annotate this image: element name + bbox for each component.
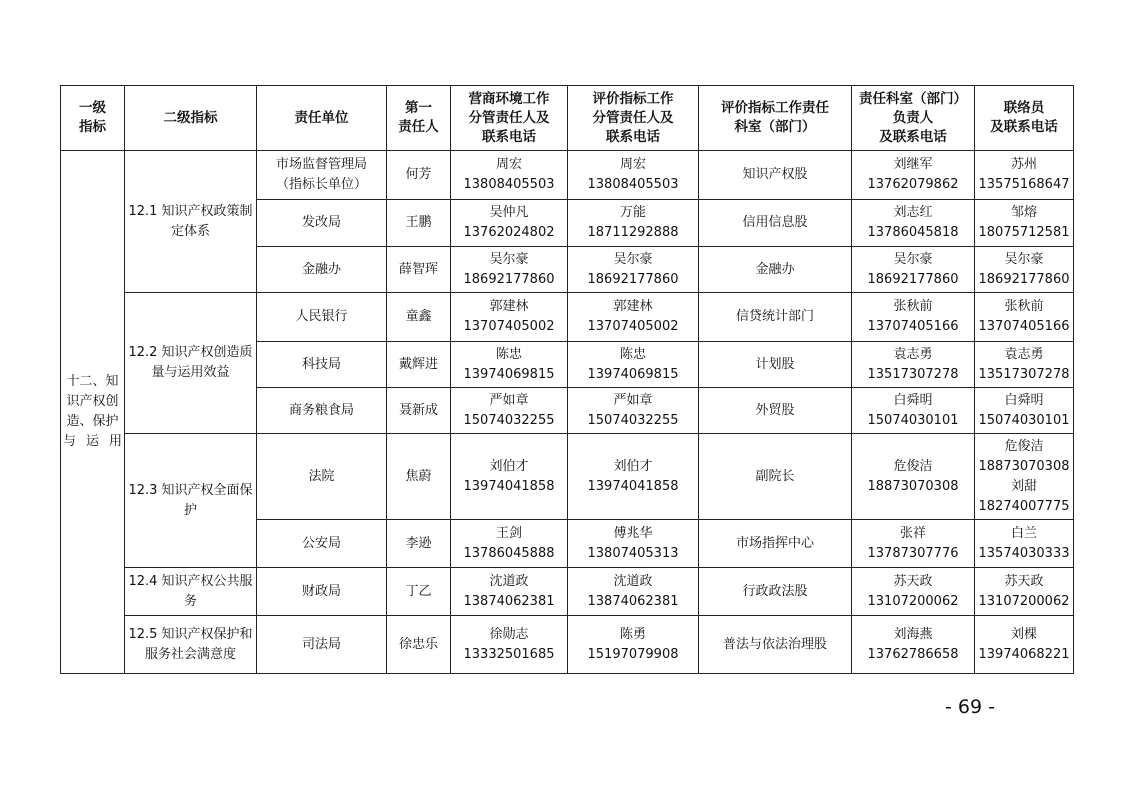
cell-eval: 陈勇 15197079908 [568,616,699,674]
cell-liaison: 刘棵 13974068221 [975,616,1074,674]
cell-leader: 徐忠乐 [387,616,451,674]
cell-liaison: 张秋前 13707405166 [975,293,1074,342]
table-row [61,293,1074,342]
cell-dept: 副院长 [699,434,852,520]
cell-unit: 金融办 [257,247,387,293]
cell-eval: 严如章 15074032255 [568,388,699,434]
level2-indicator: 12.4 知识产权公共服务 [125,568,257,616]
cell-liaison: 白舜明 15074030101 [975,388,1074,434]
cell-env: 沈道政 13874062381 [451,568,568,616]
cell-leader: 丁乙 [387,568,451,616]
cell-dept: 市场指挥中心 [699,520,852,568]
cell-leader: 聂新成 [387,388,451,434]
table-row [61,568,1074,616]
cell-dept: 普法与依法治理股 [699,616,852,674]
level2-indicator: 12.1 知识产权政策制定体系 [125,151,257,293]
header-level2: 二级指标 [125,86,257,151]
cell-unit: 司法局 [257,616,387,674]
cell-unit: 科技局 [257,342,387,388]
level2-indicator: 12.3 知识产权全面保护 [125,434,257,568]
cell-unit: 财政局 [257,568,387,616]
cell-unit: 市场监督管理局 （指标长单位） [257,151,387,200]
cell-dept: 计划股 [699,342,852,388]
cell-env: 陈忠 13974069815 [451,342,568,388]
cell-leader: 童鑫 [387,293,451,342]
header-eval: 评价指标工作 分管责任人及 联系电话 [568,86,699,151]
cell-head: 张秋前 13707405166 [852,293,975,342]
cell-unit: 商务粮食局 [257,388,387,434]
cell-env: 王剑 13786045888 [451,520,568,568]
cell-liaison: 苏天政 13107200062 [975,568,1074,616]
cell-env: 徐勋志 13332501685 [451,616,568,674]
header-level1: 一级 指标 [61,86,125,151]
header-head: 责任科室（部门） 负责人 及联系电话 [852,86,975,151]
cell-dept: 金融办 [699,247,852,293]
page-number: - 69 - [945,696,995,718]
cell-dept: 知识产权股 [699,151,852,200]
cell-unit: 公安局 [257,520,387,568]
cell-eval: 周宏 13808405503 [568,151,699,200]
cell-head: 刘继军 13762079862 [852,151,975,200]
cell-dept: 行政政法股 [699,568,852,616]
cell-eval: 刘伯才 13974041858 [568,434,699,520]
cell-env: 吴仲凡 13762024802 [451,200,568,247]
cell-dept: 外贸股 [699,388,852,434]
header-env: 营商环境工作 分管责任人及 联系电话 [451,86,568,151]
cell-liaison: 苏州 13575168647 [975,151,1074,200]
table-row [61,616,1074,674]
cell-head: 白舜明 15074030101 [852,388,975,434]
cell-head: 吴尔豪 18692177860 [852,247,975,293]
cell-liaison: 袁志勇 13517307278 [975,342,1074,388]
cell-dept: 信用信息股 [699,200,852,247]
cell-dept: 信贷统计部门 [699,293,852,342]
cell-leader: 焦蔚 [387,434,451,520]
level2-indicator: 12.5 知识产权保护和服务社会满意度 [125,616,257,674]
cell-head: 张祥 13787307776 [852,520,975,568]
cell-eval: 傅兆华 13807405313 [568,520,699,568]
cell-leader: 李逊 [387,520,451,568]
header-liaison: 联络员 及联系电话 [975,86,1074,151]
table-row [61,434,1074,520]
cell-unit: 发改局 [257,200,387,247]
cell-head: 袁志勇 13517307278 [852,342,975,388]
cell-eval: 沈道政 13874062381 [568,568,699,616]
cell-leader: 何芳 [387,151,451,200]
cell-leader: 薛智珲 [387,247,451,293]
cell-unit: 人民银行 [257,293,387,342]
cell-head: 刘志红 13786045818 [852,200,975,247]
cell-eval: 郭建林 13707405002 [568,293,699,342]
cell-liaison: 吴尔豪 18692177860 [975,247,1074,293]
cell-leader: 戴辉进 [387,342,451,388]
header-unit: 责任单位 [257,86,387,151]
cell-head: 危俊洁 18873070308 [852,434,975,520]
level1-indicator: 十二、知识产权创造、保护与运用 [61,151,125,674]
cell-eval: 吴尔豪 18692177860 [568,247,699,293]
cell-leader: 王鹏 [387,200,451,247]
cell-env: 周宏 13808405503 [451,151,568,200]
cell-liaison: 邹熔 18075712581 [975,200,1074,247]
responsibility-table [60,85,1074,674]
cell-unit: 法院 [257,434,387,520]
cell-liaison: 白兰 13574030333 [975,520,1074,568]
header-leader: 第一 责任人 [387,86,451,151]
cell-eval: 陈忠 13974069815 [568,342,699,388]
cell-env: 吴尔豪 18692177860 [451,247,568,293]
cell-liaison: 危俊洁 18873070308 刘甜 18274007775 [975,434,1074,520]
cell-env: 刘伯才 13974041858 [451,434,568,520]
table-row [61,151,1074,200]
header-row [61,86,1074,151]
cell-env: 严如章 15074032255 [451,388,568,434]
cell-head: 刘海燕 13762786658 [852,616,975,674]
cell-env: 郭建林 13707405002 [451,293,568,342]
level2-indicator: 12.2 知识产权创造质量与运用效益 [125,293,257,434]
cell-eval: 万能 18711292888 [568,200,699,247]
header-dept: 评价指标工作责任 科室（部门） [699,86,852,151]
cell-head: 苏天政 13107200062 [852,568,975,616]
